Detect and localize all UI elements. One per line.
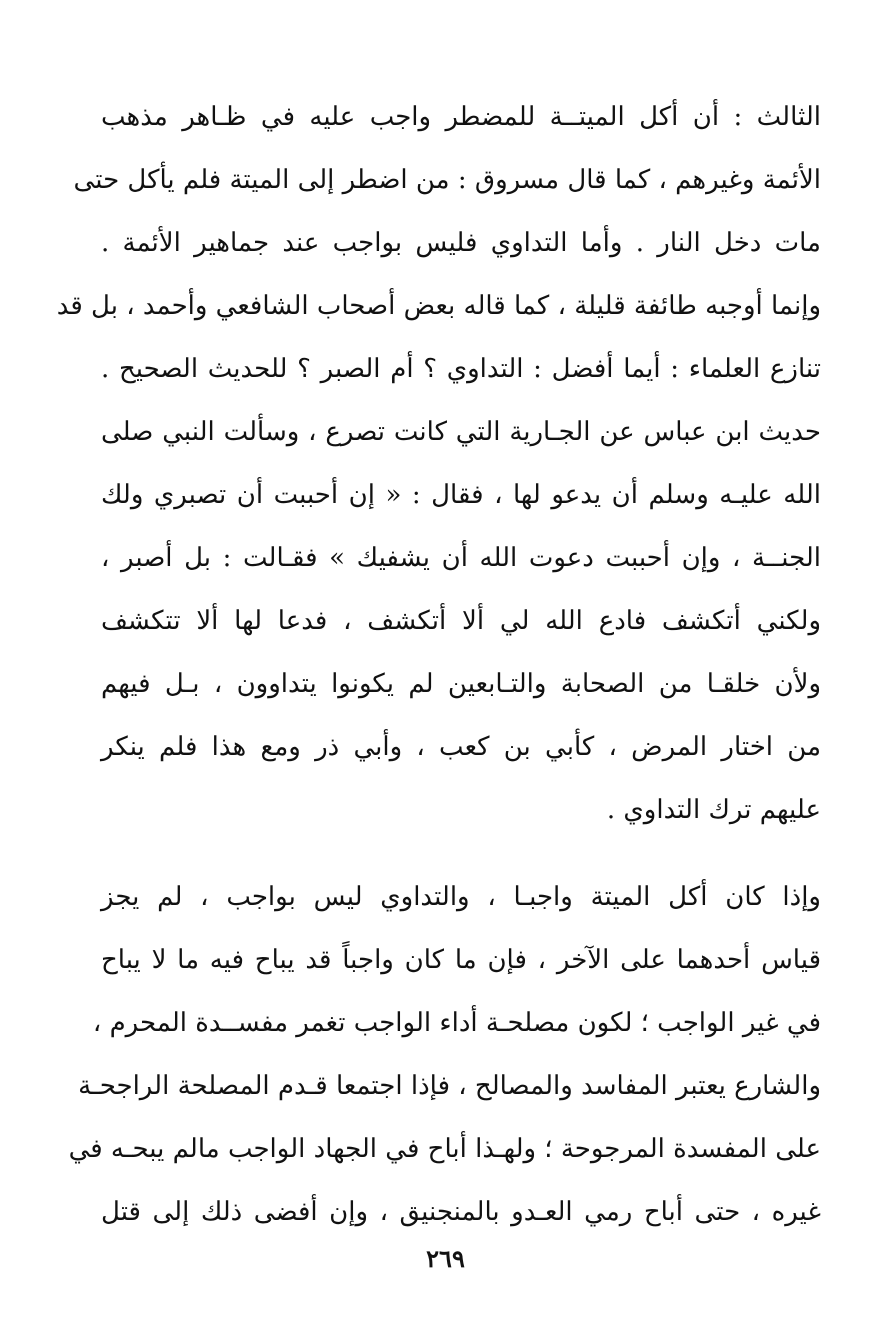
text-line: قياس أحدهما على الآخر ، فإن ما كان واجباً قد يباح فيه ما لا يباح [101,945,821,975]
text-line: ولأن خلقـا من الصحابة والتـابعين لم يكونوا يتداوون ، بـل فيهم [101,669,821,699]
text-line: الله عليـه وسلم أن يدعو لها ، فقال : « إن أحببت أن تصبري ولك [101,480,821,510]
text-line: الجنــة ، وإن أحببت دعوت الله أن يشفيك » فقـالت : بل أصبر ، [101,543,821,573]
text-line: مات دخل النار . وأما التداوي فليس بواجب عند جماهير الأئمة . [101,228,821,258]
page-number: ٢٦٩ [426,1244,465,1273]
paragraph-1 [56,86,821,842]
text-line: ولكني أتكشف فادع الله لي ألا أتكشف ، فدعا لها ألا تتكشف [101,606,821,636]
text-line: غيره ، حتى أباح رمي العـدو بالمنجنيق ، وإن أفضى ذلك إلى قتل [101,1197,821,1227]
text-line: على المفسدة المرجوحة ؛ ولهـذا أباح في الجهاد الواجب مالم يبحـه في [68,1134,821,1164]
text-line: في غير الواجب ؛ لكون مصلحـة أداء الواجب تغمر مفســدة المحرم ، [92,1008,821,1038]
text-line: الأئمة وغيرهم ، كما قال مسروق : من اضطر إلى الميتة فلم يأكل حتى [73,165,821,195]
text-line: وإنما أوجبه طائفة قليلة ، كما قاله بعض أصحاب الشافعي وأحمد ، بل قد [56,291,821,321]
text-line: تنازع العلماء : أيما أفضل : التداوي ؟ أم الصبر ؟ للحديث الصحيح . [101,354,821,384]
text-line: وإذا كان أكل الميتة واجبـا ، والتداوي ليس بواجب ، لم يجز [101,882,821,912]
text-line: من اختار المرض ، كأبي بن كعب ، وأبي ذر ومع هذا فلم ينكر [101,732,821,762]
text-line: حديث ابن عباس عن الجـارية التي كانت تصرع ، وسألت النبي صلى [101,417,821,447]
text-line: والشارع يعتبر المفاسد والمصالح ، فإذا اجتمعا قـدم المصلحة الراجحـة [78,1071,821,1101]
paragraph-2 [68,866,821,1244]
text-line: الثالث : أن أكل الميتــة للمضطر واجب عليه في ظـاهر مذهب [101,102,821,132]
text-line: عليهم ترك التداوي . [606,795,821,825]
